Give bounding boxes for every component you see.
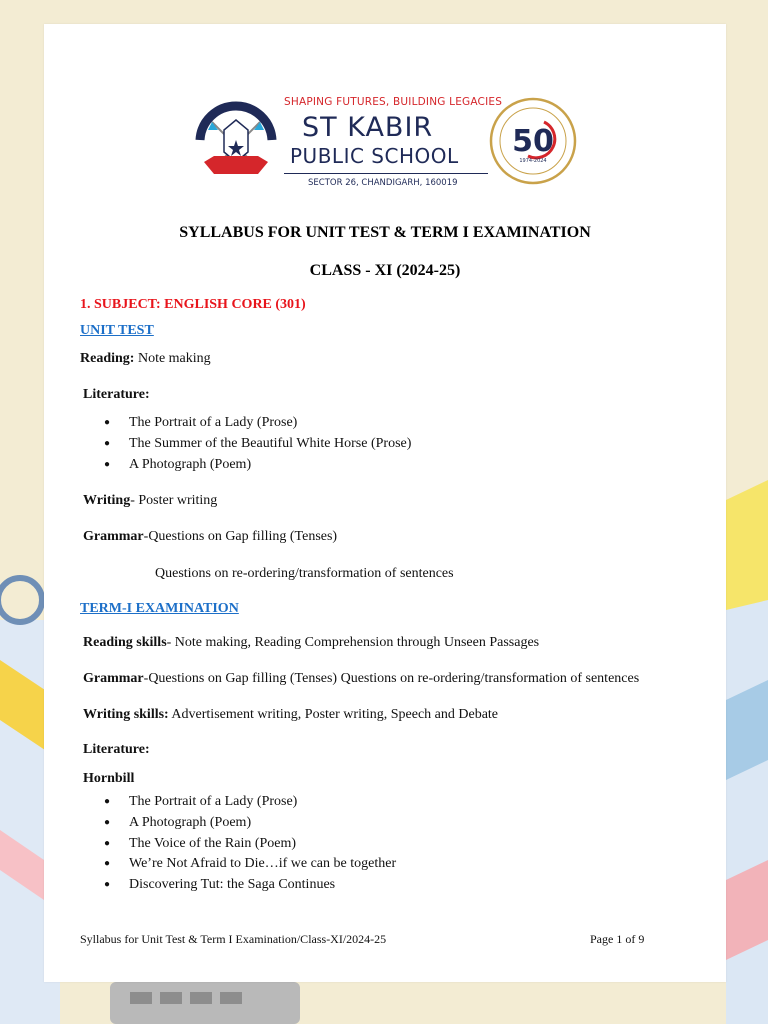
term1-reading-label: Reading skills — [83, 635, 167, 650]
unit-reading-label: Reading: — [80, 351, 135, 366]
document-title: SYLLABUS FOR UNIT TEST & TERM I EXAMINATION — [179, 224, 591, 241]
badge-number: 50 — [512, 124, 554, 159]
list-item: ● We’re Not Afraid to Die…if we can be together — [84, 854, 396, 875]
term1-grammar-text: -Questions on Gap filling (Tenses) Questions on re-ordering/transformation of sentences — [143, 671, 640, 686]
page-number: Page 1 of 9 — [590, 932, 645, 946]
term1-writing-line — [83, 707, 498, 723]
golden-years-badge-icon — [488, 96, 578, 186]
badge-years: 1974-2024 — [519, 158, 547, 164]
unit-writing-line — [83, 493, 217, 509]
hornbill-list — [84, 792, 396, 896]
term1-reading-line — [83, 635, 539, 651]
school-name-line1: ST KABIR — [302, 112, 434, 143]
term1-reading-text: - Note making, Reading Comprehension through Unseen Passages — [166, 635, 540, 650]
unit-writing-text: - Poster writing — [130, 493, 218, 508]
list-item: ● The Portrait of a Lady (Prose) — [84, 792, 396, 813]
term1-literature-label: Literature: — [83, 742, 150, 757]
unit-literature-list — [84, 413, 411, 475]
school-tagline: SHAPING FUTURES, BUILDING LEGACIES — [284, 96, 503, 108]
unit-grammar-text: -Questions on Gap filling (Tenses) — [143, 529, 338, 544]
unit-literature-label: Literature: — [83, 387, 150, 402]
document-page — [44, 24, 726, 982]
list-item: ● Discovering Tut: the Saga Continues — [84, 875, 396, 896]
hornbill-label: Hornbill — [83, 771, 135, 786]
list-item: ● A Photograph (Poem) — [84, 813, 396, 834]
list-item: ● A Photograph (Poem) — [84, 455, 411, 476]
school-name-line2: PUBLIC SCHOOL — [290, 144, 459, 168]
unit-grammar-label: Grammar — [83, 529, 144, 544]
term1-heading: TERM-I EXAMINATION — [80, 601, 239, 616]
school-address: SECTOR 26, CHANDIGARH, 160019 — [308, 178, 458, 188]
unit-reading-line — [80, 351, 211, 367]
term1-grammar-line — [83, 671, 639, 687]
logo-divider — [284, 173, 488, 174]
unit-grammar-line — [83, 529, 337, 545]
list-item: ● The Portrait of a Lady (Prose) — [84, 413, 411, 434]
class-line: CLASS - XI (2024-25) — [309, 262, 461, 279]
unit-grammar-line2: Questions on re-ordering/transformation of sentences — [155, 566, 454, 581]
term1-writing-label: Writing skills: — [83, 707, 169, 722]
term1-writing-text: Advertisement writing, Poster writing, Speech and Debate — [168, 707, 499, 722]
term1-grammar-label: Grammar — [83, 671, 144, 686]
subject-heading: 1. SUBJECT: ENGLISH CORE (301) — [80, 297, 306, 312]
list-item: ● The Summer of the Beautiful White Horse (Prose) — [84, 434, 411, 455]
list-item: ● The Voice of the Rain (Poem) — [84, 834, 396, 855]
school-logo — [194, 94, 584, 214]
unit-writing-label: Writing — [83, 493, 131, 508]
school-crest-icon — [194, 100, 278, 188]
unit-reading-text: Note making — [134, 351, 211, 366]
footer-title: Syllabus for Unit Test & Term I Examination/Class-XI/2024-25 — [80, 932, 387, 946]
unit-test-heading: UNIT TEST — [80, 323, 154, 338]
